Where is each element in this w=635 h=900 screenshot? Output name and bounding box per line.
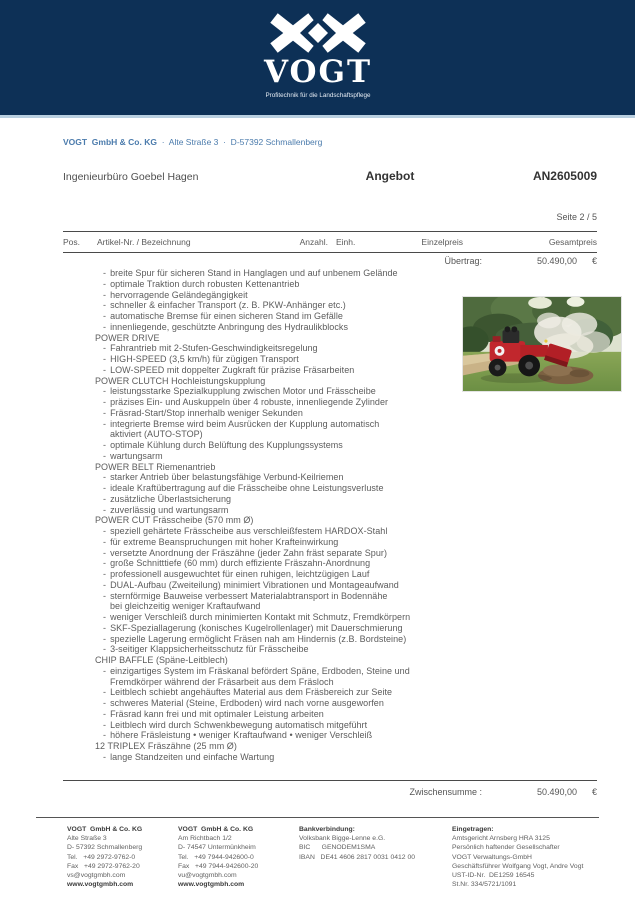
column-einzelpreis: Einzelpreis xyxy=(421,237,463,247)
zwischensumme-value: 50.490,00 xyxy=(536,787,577,797)
footer-col-3 xyxy=(299,825,415,862)
logo-tagline: Profitechnik für die Landschaftspflege xyxy=(264,92,371,99)
column-einheit: Einh. xyxy=(336,237,356,247)
bullet-dash: - xyxy=(103,708,107,719)
feature-line xyxy=(95,580,467,591)
bullet-dash: - xyxy=(103,644,107,655)
feature-line xyxy=(95,730,467,741)
bullet-dash: - xyxy=(103,558,107,569)
feature-text: zuverlässig und wartungsarm xyxy=(110,504,229,515)
feature-text: weniger Verschleiß durch minimierten Kontakt mit Schmutz, Fremdkörpern xyxy=(110,612,411,622)
bullet-dash: - xyxy=(103,278,107,289)
footer-line: D- 57392 Schmallenberg xyxy=(67,844,143,852)
feature-line xyxy=(95,612,467,623)
bullet-dash: - xyxy=(103,569,107,579)
feature-text: hervorragende Geländegängigkeit xyxy=(110,289,248,300)
feature-text: CHIP BAFFLE (Späne-Leitblech) xyxy=(95,655,228,665)
column-gesamtpreis: Gesamtpreis xyxy=(548,237,597,247)
bullet-dash: - xyxy=(103,719,107,730)
feature-text: präzises Ein- und Auskuppeln über 4 robuste, innenliegende Zylinder xyxy=(110,397,389,407)
feature-text: 3-seitiger Klappsicherheitsschutz für Frässcheibe xyxy=(110,644,309,655)
feature-text: Leitblech schiebt angehäuftes Material aus dem Fräsbereich zur Seite xyxy=(110,687,393,698)
feature-line xyxy=(95,451,467,462)
feature-text: speziell gehärtete Frässcheibe aus verschleißfestem HARDOX-Stahl xyxy=(110,526,388,536)
footer-line: Tel. +49 7944-942600-0 xyxy=(178,853,254,861)
feature-line xyxy=(95,569,467,580)
footer-line: VOGT GmbH & Co. KG xyxy=(178,826,254,833)
feature-text: Fräsrad-Start/Stop innerhalb weniger Sekunden xyxy=(110,407,303,418)
feature-line xyxy=(95,709,467,720)
bullet-dash: - xyxy=(103,622,107,633)
feature-line xyxy=(95,677,467,688)
feature-text: starker Antrieb über belastungsfähige Verbund-Keilriemen xyxy=(110,472,344,483)
uebertrag-value: 50.490,00 xyxy=(536,256,577,266)
footer-line: Alte Straße 3 xyxy=(67,835,107,843)
feature-list xyxy=(95,268,467,763)
feature-text: 12 TRIPLEX Fräszähne (25 mm Ø) xyxy=(95,741,237,751)
feature-line xyxy=(95,365,467,376)
feature-line xyxy=(95,290,467,301)
feature-text: POWER CUT Frässcheibe (570 mm Ø) xyxy=(95,515,254,526)
feature-line xyxy=(95,279,467,290)
bullet-dash: - xyxy=(103,730,107,741)
feature-line xyxy=(95,548,467,559)
feature-line xyxy=(95,698,467,709)
bullet-dash: - xyxy=(103,364,107,375)
bullet-dash: - xyxy=(103,504,107,515)
feature-text: POWER DRIVE xyxy=(95,332,160,343)
feature-line xyxy=(95,311,467,322)
footer-line: Am Richtbach 1/2 xyxy=(178,835,232,843)
subtotal-divider xyxy=(63,780,597,781)
feature-line xyxy=(95,483,467,494)
footer-line: IBAN DE41 4606 2817 0031 0412 00 xyxy=(299,853,416,861)
footer-line: www.vogtgmbh.com xyxy=(67,881,134,889)
feature-text: schneller & einfacher Transport (z. B. PKW-Anhänger etc.) xyxy=(110,300,346,311)
feature-line xyxy=(95,300,467,311)
document-type: Angebot xyxy=(365,169,415,183)
feature-section-heading xyxy=(95,655,467,666)
feature-line xyxy=(95,601,467,612)
column-pos: Pos. xyxy=(63,237,81,247)
bullet-dash: - xyxy=(103,300,107,311)
footer-line: D- 74547 Untermünkheim xyxy=(178,844,256,852)
vogt-logo xyxy=(248,10,388,108)
feature-text: HIGH-SPEED (3,5 km/h) für zügigen Transport xyxy=(110,354,299,364)
feature-text: aktiviert (AUTO-STOP) xyxy=(110,429,203,440)
feature-line xyxy=(95,386,467,397)
footer-col-2 xyxy=(178,825,258,889)
bullet-dash: - xyxy=(103,547,107,558)
feature-line xyxy=(95,720,467,731)
feature-text: bei gleichzeitig weniger Kraftaufwand xyxy=(110,601,261,612)
footer-col-1 xyxy=(67,825,142,889)
feature-line xyxy=(95,440,467,451)
feature-line xyxy=(95,343,467,354)
feature-line xyxy=(95,623,467,634)
footer-line: Eingetragen: xyxy=(452,826,494,833)
feature-text: integrierte Bremse wird beim Ausrücken der Kupplung automatisch xyxy=(110,418,380,429)
recipient-name: Ingenieurbüro Goebel Hagen xyxy=(63,171,199,183)
feature-text: wartungsarm xyxy=(110,450,163,461)
bullet-dash: - xyxy=(103,450,107,461)
feature-section-heading xyxy=(95,741,467,752)
feature-text: leistungsstarke Spezialkupplung zwischen Motor und Frässcheibe xyxy=(110,386,376,397)
bullet-dash: - xyxy=(103,268,107,278)
footer-line: VOGT Verwaltungs-GmbH xyxy=(452,853,532,861)
bullet-dash: - xyxy=(103,633,107,644)
bullet-dash: - xyxy=(103,698,107,708)
feature-line xyxy=(95,322,467,333)
feature-text: SKF-Speziallagerung (konisches Kugelrollenlager) mit Dauerschmierung xyxy=(110,622,403,633)
feature-text: spezielle Lagerung ermöglicht Fräsen nah am Hindernis (z.B. Bordsteine) xyxy=(110,633,407,644)
feature-line xyxy=(95,494,467,505)
bullet-dash: - xyxy=(103,579,107,590)
feature-text: versetzte Anordnung der Fräszähne (jeder Zahn fräst separate Spur) xyxy=(110,547,388,558)
footer-line: Fax +49 7944-942600-20 xyxy=(178,862,259,870)
feature-line xyxy=(95,505,467,516)
zwischensumme-row xyxy=(409,787,597,797)
item-table-header xyxy=(63,231,597,253)
feature-line xyxy=(95,429,467,440)
zwischensumme-label: Zwischensumme : xyxy=(409,787,482,797)
feature-text: optimale Traktion durch robusten Kettenantrieb xyxy=(110,278,300,289)
uebertrag-row xyxy=(444,256,597,266)
feature-line xyxy=(95,591,467,602)
footer-line: vs@vogtgmbh.com xyxy=(67,872,126,880)
bullet-dash: - xyxy=(103,311,107,321)
feature-text: lange Standzeiten und einfache Wartung xyxy=(110,751,275,762)
header-banner xyxy=(0,0,635,118)
bullet-dash: - xyxy=(103,418,107,429)
feature-line xyxy=(95,666,467,677)
feature-text: höhere Fräsleistung • weniger Kraftaufwand • weniger Verschleiß xyxy=(110,730,373,741)
feature-text: Fremdkörper während der Fräsarbeit aus dem Fräsloch xyxy=(110,676,334,687)
feature-line xyxy=(95,408,467,419)
footer-line: St.Nr. 334/5721/1091 xyxy=(452,881,517,889)
footer-line: VOGT GmbH & Co. KG xyxy=(67,826,143,833)
bullet-dash: - xyxy=(103,536,107,547)
logo-brand-text: VOGT xyxy=(263,54,372,90)
footer-line: vu@vogtgmbh.com xyxy=(178,872,237,880)
bullet-dash: - xyxy=(103,665,107,676)
page-indicator: Seite 2 / 5 xyxy=(556,212,597,222)
feature-text: Fahrantrieb mit 2-Stufen-Geschwindigkeitsregelung xyxy=(110,343,318,354)
sender-address-line xyxy=(63,137,322,147)
feature-line xyxy=(95,634,467,645)
footer-divider xyxy=(36,817,599,818)
feature-text: POWER BELT Riemenantrieb xyxy=(95,461,216,472)
footer-line: www.vogtgmbh.com xyxy=(178,881,245,889)
feature-line xyxy=(95,472,467,483)
product-photo xyxy=(462,296,622,392)
feature-text: innenliegende, geschützte Anbringung des Hydraulikblocks xyxy=(110,321,349,332)
currency-symbol: € xyxy=(591,256,597,266)
bullet-dash: - xyxy=(103,590,107,601)
bullet-dash: - xyxy=(103,526,107,536)
feature-text: LOW-SPEED mit doppelter Zugkraft für präzise Fräsarbeiten xyxy=(110,364,355,375)
footer-line: Persönlich haftender Gesellschafter xyxy=(452,844,560,852)
footer-line: Bankverbindung: xyxy=(299,826,355,833)
feature-line xyxy=(95,419,467,430)
feature-line xyxy=(95,752,467,763)
bullet-dash: - xyxy=(103,321,107,332)
bullet-dash: - xyxy=(103,407,107,418)
bullet-dash: - xyxy=(103,397,107,407)
feature-text: einzigartiges System im Fräskanal befördert Späne, Erdboden, Steine und xyxy=(110,665,410,676)
bullet-dash: - xyxy=(103,343,107,354)
bullet-dash: - xyxy=(103,440,107,450)
feature-section-heading xyxy=(95,376,467,387)
feature-section-heading xyxy=(95,462,467,473)
feature-text: professionell ausgewuchtet für einen ruhigen, leichtzügigen Lauf xyxy=(110,569,370,579)
column-anzahl: Anzahl. xyxy=(299,237,328,247)
feature-line xyxy=(95,644,467,655)
uebertrag-label: Übertrag: xyxy=(444,256,482,266)
bullet-dash: - xyxy=(103,687,107,698)
footer-line: UST-ID-Nr. DE1259 16545 xyxy=(452,872,535,880)
bullet-dash: - xyxy=(103,483,107,493)
footer-line: BIC GENODEM1SMA xyxy=(299,844,376,852)
bullet-dash: - xyxy=(103,289,107,300)
feature-text: zusätzliche Überlastsicherung xyxy=(110,493,232,504)
bullet-dash: - xyxy=(103,354,107,364)
feature-text: ideale Kraftübertragung auf die Frässcheibe ohne Leistungsverluste xyxy=(110,483,384,493)
feature-text: für extreme Beanspruchungen mit hoher Krafteinwirkung xyxy=(110,536,339,547)
footer-line: Amtsgericht Arnsberg HRA 3125 xyxy=(452,835,550,843)
feature-section-heading xyxy=(95,333,467,344)
footer-line: Tel. +49 2972-9762-0 xyxy=(67,853,136,861)
currency-symbol: € xyxy=(591,787,597,797)
feature-line xyxy=(95,397,467,408)
feature-line xyxy=(95,526,467,537)
sender-company: VOGT GmbH & Co. KG xyxy=(63,137,157,147)
feature-text: sternförmige Bauweise verbessert Materialabtransport in Bodennähe xyxy=(110,590,388,601)
feature-text: POWER CLUTCH Hochleistungskupplung xyxy=(95,375,266,386)
feature-text: breite Spur für sicheren Stand in Hanglagen und auf unbenem Gelände xyxy=(110,268,398,278)
feature-line xyxy=(95,268,467,279)
column-artikel: Artikel-Nr. / Bezeichnung xyxy=(97,237,191,247)
bullet-dash: - xyxy=(103,751,107,762)
feature-text: große Schnitttiefe (60 mm) durch effiziente Fräszahn-Anordnung xyxy=(110,558,371,569)
feature-text: schweres Material (Steine, Erdboden) wird nach vorne ausgeworfen xyxy=(110,698,384,708)
footer-line: Fax +49 2972-9762-20 xyxy=(67,862,140,870)
footer-col-4 xyxy=(452,825,583,889)
feature-line xyxy=(95,687,467,698)
footer-line: Geschäftsführer Wolfgang Vogt, Andre Vogt xyxy=(452,862,584,870)
feature-line xyxy=(95,354,467,365)
feature-section-heading xyxy=(95,515,467,526)
feature-text: Leitblech wird durch Schwenkbewegung automatisch mitgeführt xyxy=(110,719,368,730)
feature-text: Fräsrad kann frei und mit optimaler Leistung arbeiten xyxy=(110,708,324,719)
bullet-dash: - xyxy=(103,472,107,483)
feature-text: optimale Kühlung durch Belüftung des Kupplungssystems xyxy=(110,440,343,450)
sender-address: · Alte Straße 3 · D-57392 Schmallenberg xyxy=(156,137,323,147)
bullet-dash: - xyxy=(103,612,107,622)
bullet-dash: - xyxy=(103,493,107,504)
footer-line: Volksbank Bigge-Lenne e.G. xyxy=(299,835,386,843)
feature-line xyxy=(95,558,467,569)
document-number: AN2605009 xyxy=(532,169,597,183)
bullet-dash: - xyxy=(103,386,107,397)
feature-text: DUAL-Aufbau (Zweiteilung) minimiert Vibrationen und Montageaufwand xyxy=(110,579,399,590)
feature-line xyxy=(95,537,467,548)
feature-text: automatische Bremse für einen sicheren Stand im Gefälle xyxy=(110,311,343,321)
